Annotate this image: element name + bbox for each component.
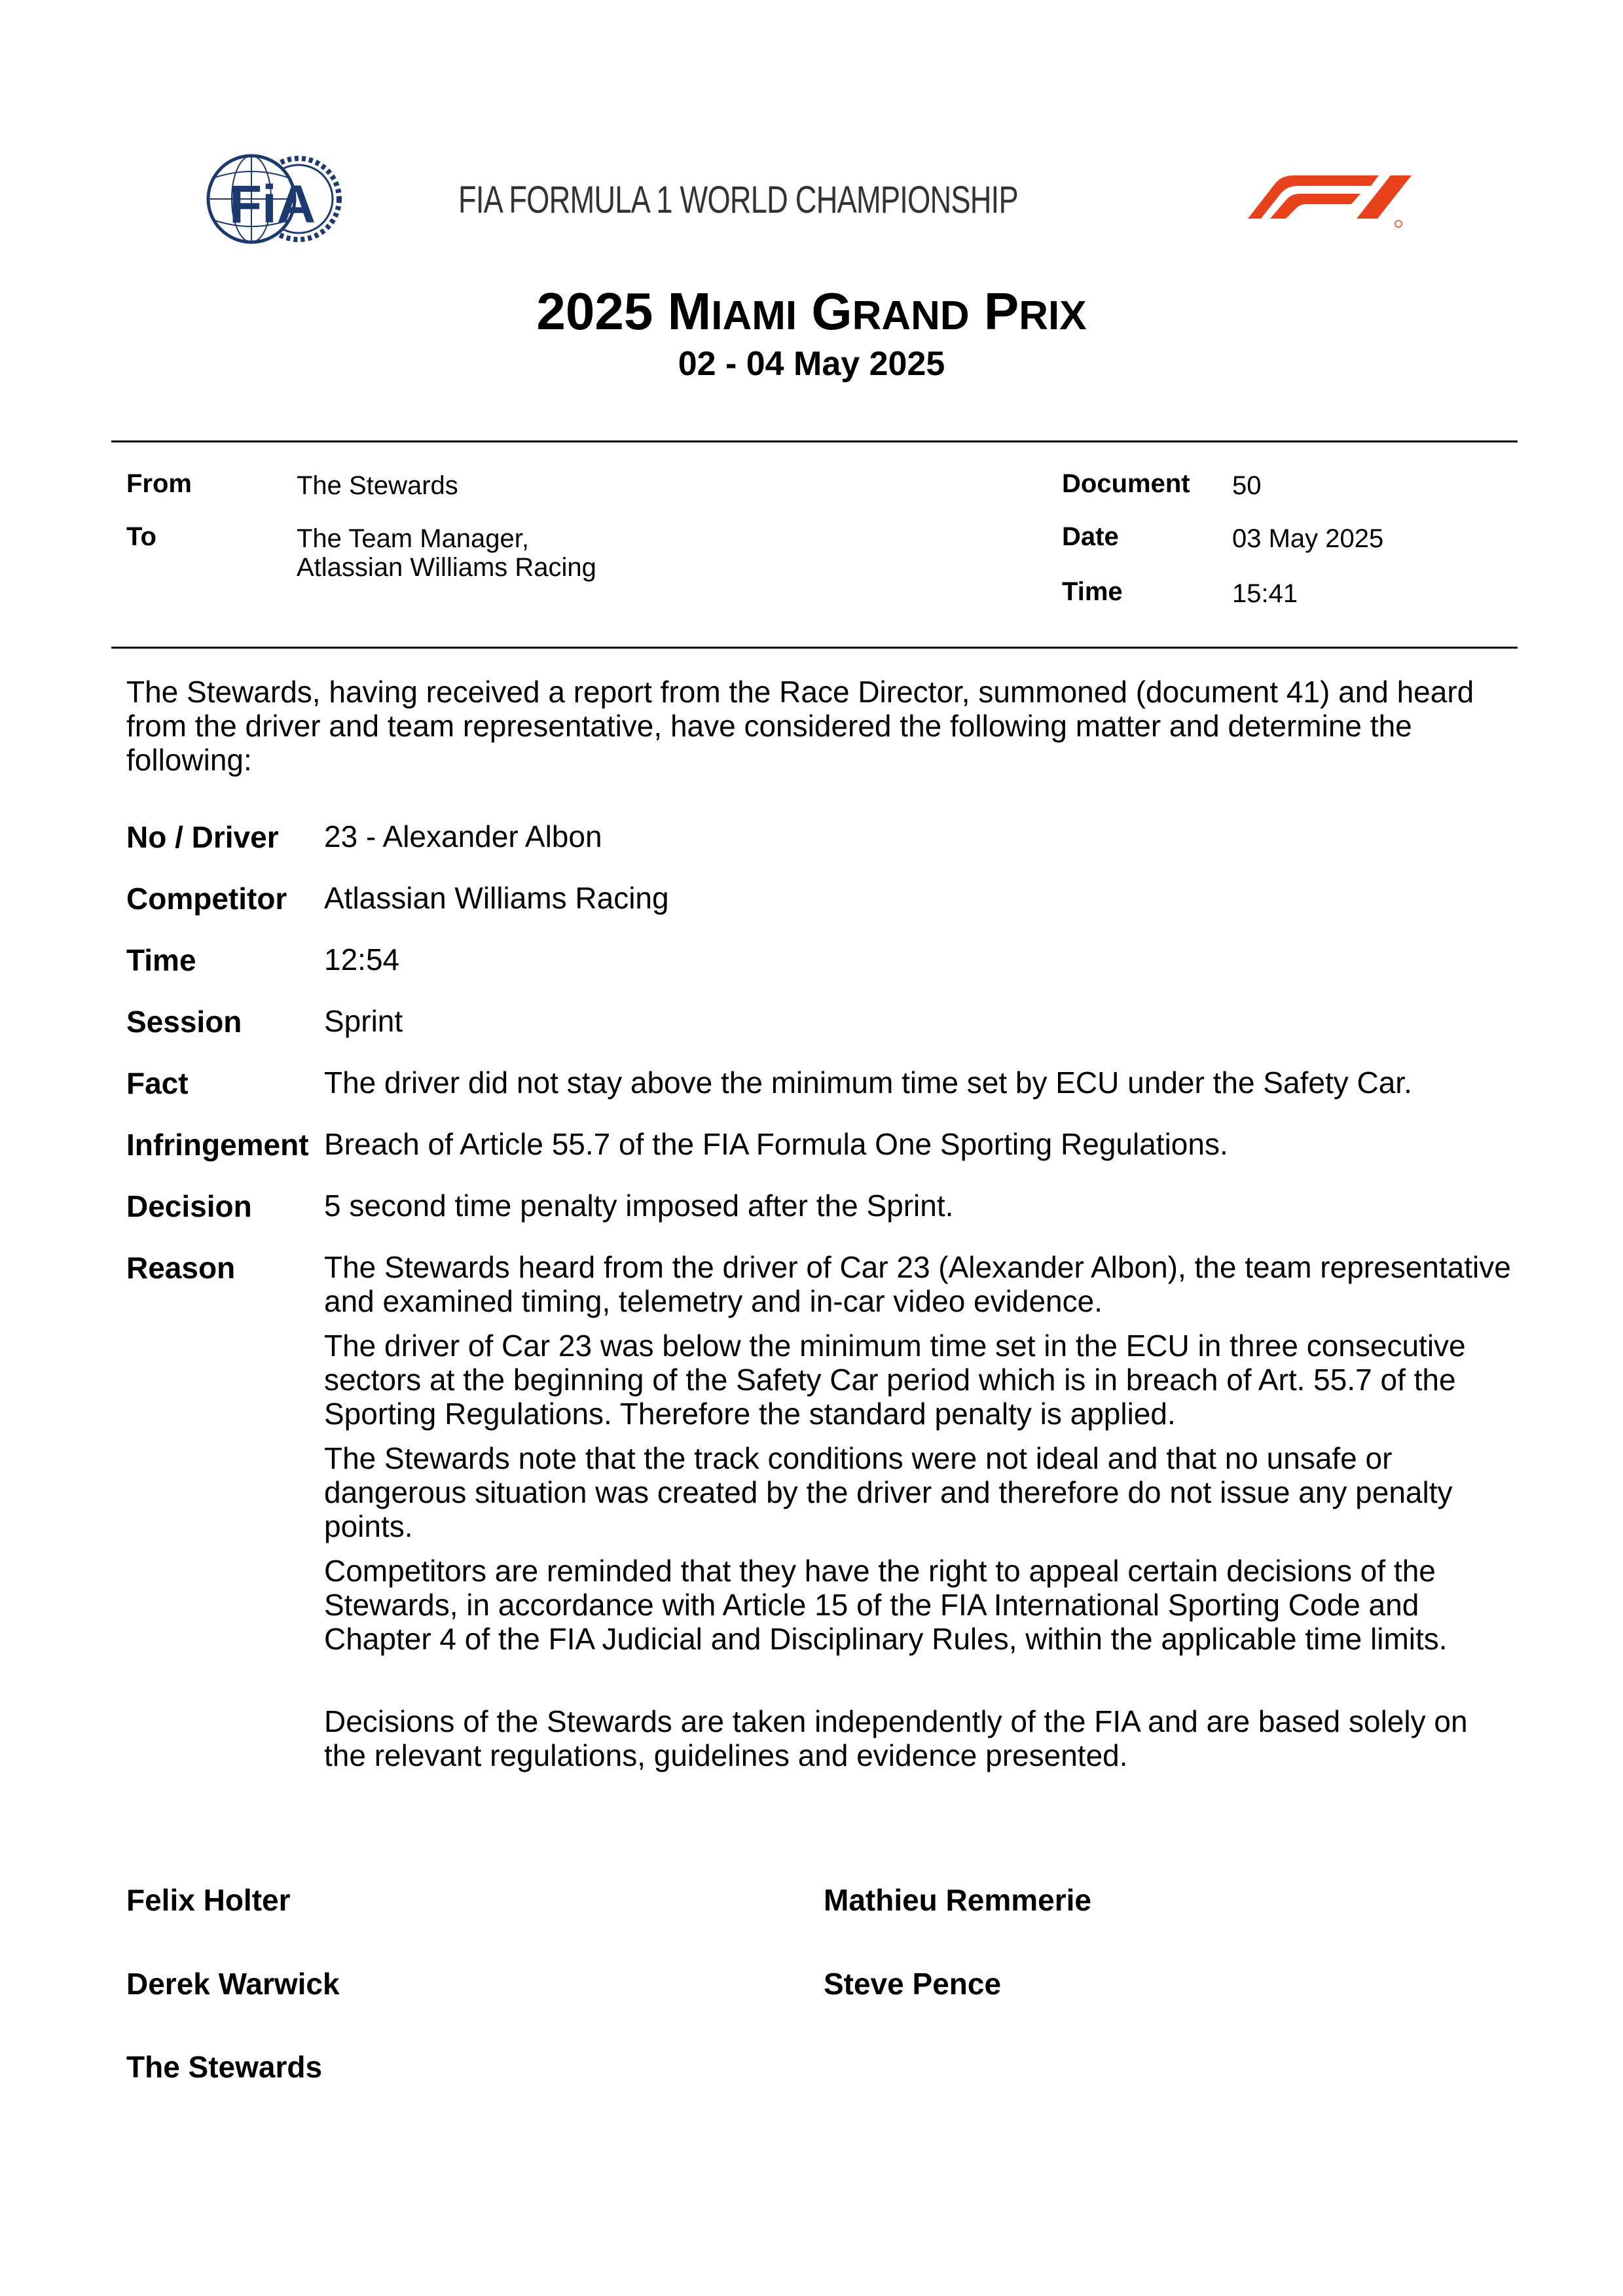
row-value-fact: The driver did not stay above the minimum time set by ECU under the Safety Car. — [324, 1066, 1412, 1100]
row-value-infringement: Breach of Article 55.7 of the FIA Formula One Sporting Regulations. — [324, 1127, 1228, 1161]
date-label: Date — [1062, 522, 1119, 551]
signature-footer: The Stewards — [126, 2050, 323, 2084]
event-title-word: MIAMI — [667, 282, 797, 340]
row-label-reason: Reason — [126, 1251, 236, 1285]
event-title-word: GRAND — [811, 282, 970, 340]
to-label: To — [126, 522, 156, 551]
reason-paragraph: The driver of Car 23 was below the minimum time set in the ECU in three consecutive sectors at the beginning of the Safety Car period which is in breach of Art. 55.7 of the Sporting Regulations. Therefore the standard penalty is applied. — [324, 1329, 1466, 1431]
row-label-driver: No / Driver — [126, 820, 279, 854]
date-value: 03 May 2025 — [1232, 524, 1384, 553]
reason-paragraph: Competitors are reminded that they have the right to appeal certain decisions of the Stewards, in accordance with Article 15 of the FIA International Sporting Code and Chapter 4 of the FIA Judicial and Disciplinary Rules, within the applicable time limits. — [324, 1554, 1448, 1656]
to-value: The Team Manager, Atlassian Williams Racing — [297, 524, 596, 582]
disclaimer: Decisions of the Stewards are taken independently of the FIA and are based solely on the relevant regulations, guidelines and evidence presented. — [324, 1704, 1468, 1772]
event-dates: 02 - 04 May 2025 — [678, 345, 945, 383]
event-title — [0, 281, 1623, 342]
row-label-infringement: Infringement — [126, 1128, 309, 1162]
row-label-competitor: Competitor — [126, 882, 287, 916]
row-value-driver: 23 - Alexander Albon — [324, 819, 602, 853]
document-label: Document — [1062, 469, 1190, 498]
championship-title: FIA FORMULA 1 WORLD CHAMPIONSHIP — [458, 179, 1018, 221]
from-value: The Stewards — [297, 471, 458, 500]
steward-signature: Steve Pence — [824, 1967, 1002, 2001]
svg-text:FiA: FiA — [228, 175, 316, 234]
divider — [111, 440, 1518, 442]
row-label-decision: Decision — [126, 1189, 252, 1223]
row-label-fact: Fact — [126, 1066, 189, 1100]
row-value-competitor: Atlassian Williams Racing — [324, 881, 669, 915]
from-label: From — [126, 469, 192, 498]
steward-signature: Felix Holter — [126, 1883, 291, 1917]
row-label-session: Session — [126, 1005, 242, 1039]
f1-logo-icon — [1222, 170, 1422, 229]
event-title-word: PRIX — [983, 282, 1087, 340]
reason-text — [324, 1250, 1516, 1666]
event-year: 2025 — [536, 282, 653, 340]
row-value-decision: 5 second time penalty imposed after the Sprint. — [324, 1189, 954, 1223]
steward-signature: Derek Warwick — [126, 1967, 340, 2001]
divider — [111, 647, 1518, 649]
row-label-time: Time — [126, 943, 196, 977]
row-value-session: Sprint — [324, 1004, 403, 1038]
steward-signature: Mathieu Remmerie — [824, 1883, 1092, 1917]
intro-paragraph: The Stewards, having received a report from the Race Director, summoned (document 41) and heard from the driver and team representative, have considered the following matter and determine the following: — [126, 675, 1474, 777]
reason-paragraph: The Stewards heard from the driver of Car 23 (Alexander Albon), the team representative and examined timing, telemetry and in-car video evidence. — [324, 1250, 1511, 1318]
time-label: Time — [1062, 577, 1123, 606]
row-value-time: 12:54 — [324, 942, 400, 977]
fia-logo-icon — [204, 152, 344, 246]
time-value: 15:41 — [1232, 579, 1298, 608]
reason-paragraph: The Stewards note that the track conditions were not ideal and that no unsafe or dangerous situation was created by the driver and therefore do not issue any penalty points. — [324, 1441, 1453, 1543]
document-number: 50 — [1232, 471, 1262, 500]
